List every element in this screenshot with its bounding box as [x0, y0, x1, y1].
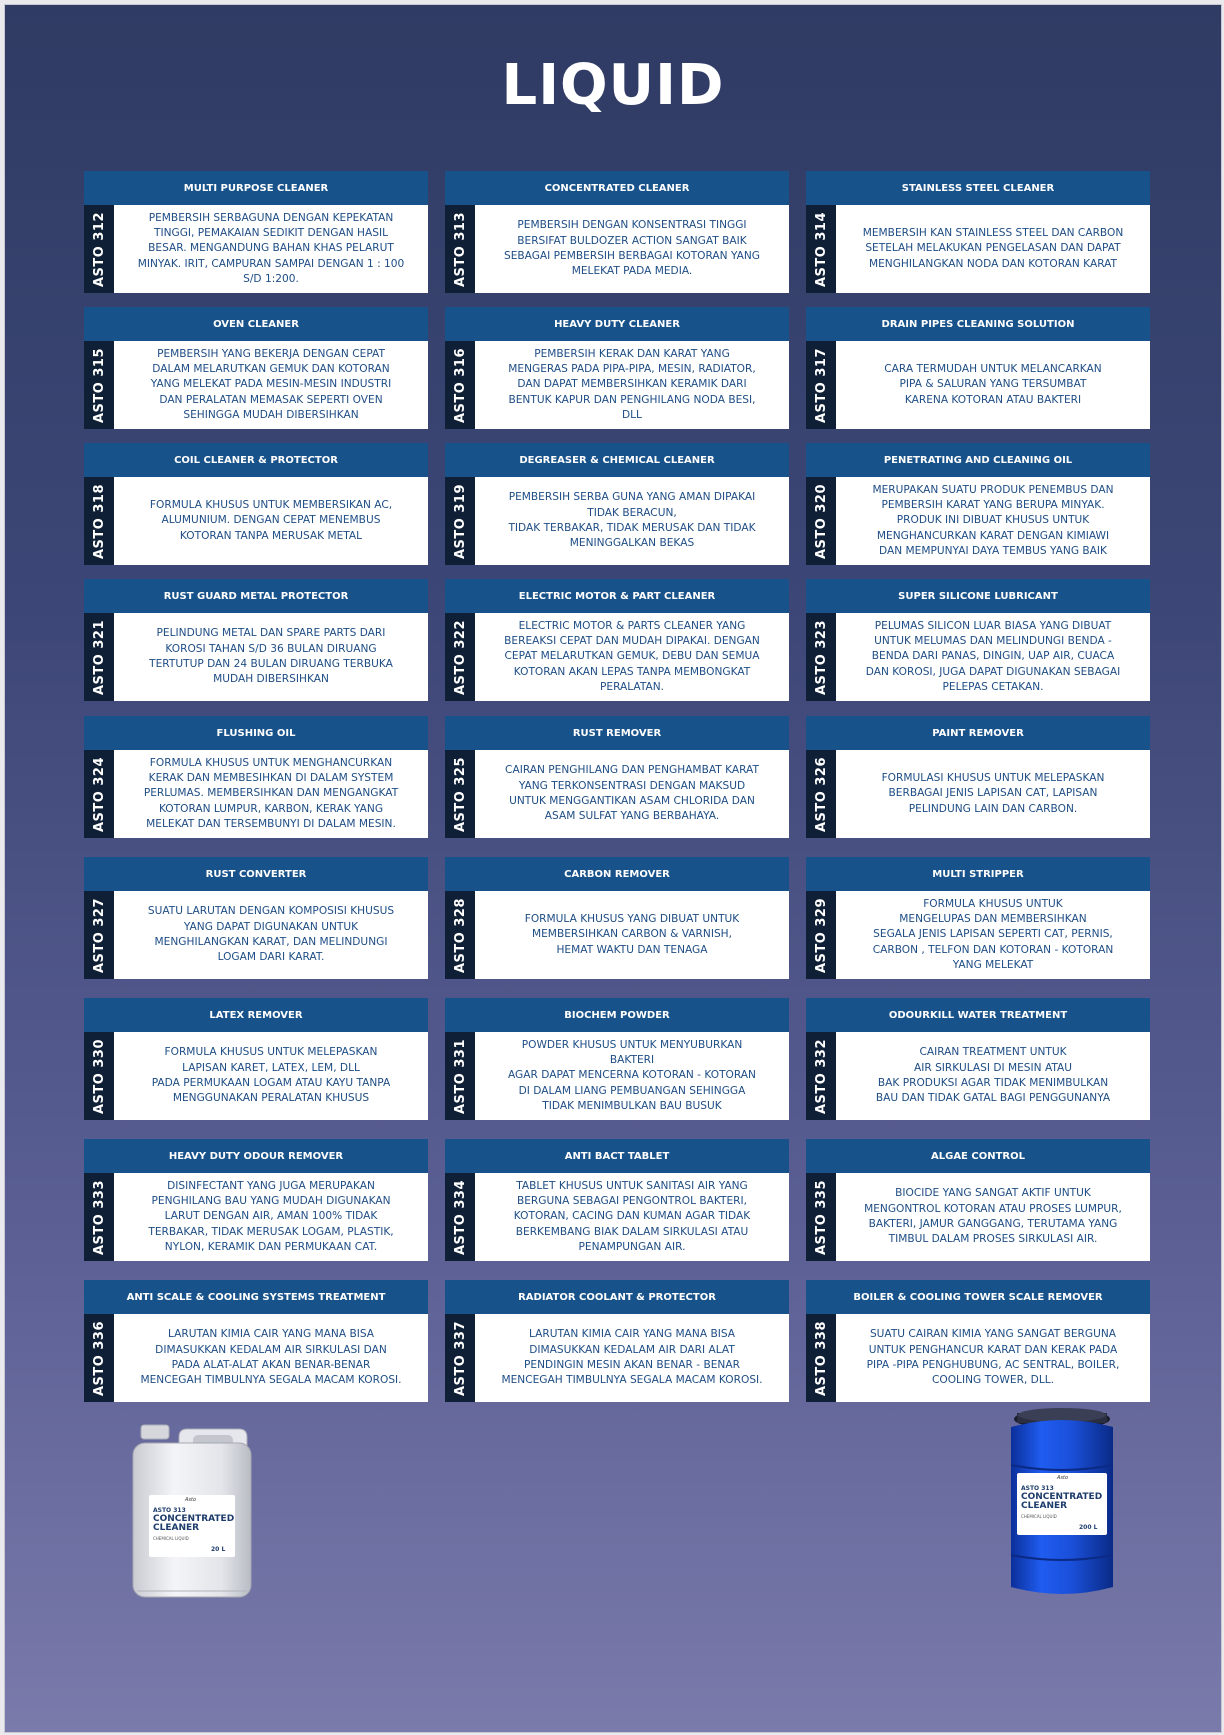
product-code-strip	[445, 1032, 475, 1120]
product-name: OVEN CLEANER	[84, 307, 428, 341]
product-name: ALGAE CONTROL	[806, 1139, 1150, 1173]
product-card	[84, 579, 428, 701]
product-name: RUST CONVERTER	[84, 857, 428, 891]
product-code: ASTO 331	[452, 1038, 468, 1114]
product-code-strip	[445, 750, 475, 838]
product-card	[806, 1139, 1150, 1261]
product-card	[445, 171, 789, 293]
product-name: SUPER SILICONE LUBRICANT	[806, 579, 1150, 613]
product-card	[806, 716, 1150, 838]
product-code-strip	[84, 477, 114, 565]
product-code: ASTO 320	[813, 483, 829, 559]
product-code-strip	[806, 205, 836, 293]
product-code-strip	[445, 477, 475, 565]
product-code: ASTO 329	[813, 897, 829, 973]
jerrycan-volume: 20 L	[211, 1546, 226, 1553]
product-name: CARBON REMOVER	[445, 857, 789, 891]
product-code-strip	[806, 477, 836, 565]
product-card	[806, 307, 1150, 429]
product-card	[445, 857, 789, 979]
product-code: ASTO 317	[813, 347, 829, 423]
product-card	[84, 1280, 428, 1402]
product-description: DISINFECTANT YANG JUGA MERUPAKAN PENGHILANG BAU YANG MUDAH DIGUNAKAN LARUT DENGAN AIR, AMAN 100% TIDAK TERBAKAR, TIDAK MERUSAK LOGAM, PLASTIK, NYLON, KERAMIK DAN PERMUKAAN CAT.	[114, 1173, 428, 1261]
product-name: LATEX REMOVER	[84, 998, 428, 1032]
jerrycan-code: ASTO 313	[153, 1507, 186, 1514]
product-card	[84, 171, 428, 293]
product-name: HEAVY DUTY ODOUR REMOVER	[84, 1139, 428, 1173]
product-name: MULTI PURPOSE CLEANER	[84, 171, 428, 205]
product-name: RUST GUARD METAL PROTECTOR	[84, 579, 428, 613]
product-name: COIL CLEANER & PROTECTOR	[84, 443, 428, 477]
product-description: TABLET KHUSUS UNTUK SANITASI AIR YANG BERGUNA SEBAGAI PENGONTROL BAKTERI, KOTORAN, CACING DAN KUMAN AGAR TIDAK BERKEMBANG BIAK DALAM SIRKULASI ATAU PENAMPUNGAN AIR.	[475, 1173, 789, 1261]
product-description: FORMULA KHUSUS UNTUK MENGHANCURKAN KERAK DAN MEMBESIHKAN DI DALAM SYSTEM PERLUMAS. MEMBERSIHKAN DAN MENGANGKAT KOTORAN LUMPUR, KARBON, KERAK YANG MELEKAT DAN TERSEMBUNYI DI DALAM MESIN.	[114, 750, 428, 838]
product-description: FORMULA KHUSUS UNTUK MEMBERSIKAN AC, ALUMUNIUM. DENGAN CEPAT MENEMBUS KOTORAN TANPA MERUSAK METAL	[114, 477, 428, 565]
product-description: ELECTRIC MOTOR & PARTS CLEANER YANG BEREAKSI CEPAT DAN MUDAH DIPAKAI. DENGAN CEPAT MELARUTKAN GEMUK, DEBU DAN SEMUA KOTORAN AKAN LEPAS TANPA MEMBONGKAT PERALATAN.	[475, 613, 789, 701]
product-code: ASTO 324	[91, 756, 107, 832]
product-code: ASTO 333	[91, 1179, 107, 1255]
product-code: ASTO 315	[91, 347, 107, 423]
product-description: FORMULA KHUSUS UNTUK MELEPASKAN LAPISAN KARET, LATEX, LEM, DLL PADA PERMUKAAN LOGAM ATAU KAYU TANPA MENGGUNAKAN PERALATAN KHUSUS	[114, 1032, 428, 1120]
product-code: ASTO 322	[452, 619, 468, 695]
product-card	[445, 716, 789, 838]
product-code: ASTO 314	[813, 211, 829, 287]
product-description: LARUTAN KIMIA CAIR YANG MANA BISA DIMASUKKAN KEDALAM AIR DARI ALAT PENDINGIN MESIN AKAN BENAR - BENAR MENCEGAH TIMBULNYA SEGALA MACAM KOROSI.	[475, 1314, 789, 1402]
product-card	[84, 307, 428, 429]
product-description: PEMBERSIH KERAK DAN KARAT YANG MENGERAS PADA PIPA-PIPA, MESIN, RADIATOR, DAN DAPAT MEMBERSIHKAN KERAMIK DARI BENTUK KAPUR DAN PENGHILANG NODA BESI, DLL	[475, 341, 789, 429]
product-description: FORMULA KHUSUS UNTUK MENGELUPAS DAN MEMBERSIHKAN SEGALA JENIS LAPISAN SEPERTI CAT, PERNIS, CARBON , TELFON DAN KOTORAN - KOTORAN YANG MELEKAT	[836, 891, 1150, 979]
product-description: SUATU LARUTAN DENGAN KOMPOSISI KHUSUS YANG DAPAT DIGUNAKAN UNTUK MENGHILANGKAN KARAT, DAN MELINDUNGI LOGAM DARI KARAT.	[114, 891, 428, 979]
jerrycan-image	[127, 1423, 257, 1601]
product-code: ASTO 319	[452, 483, 468, 559]
product-card	[445, 307, 789, 429]
product-name: ELECTRIC MOTOR & PART CLEANER	[445, 579, 789, 613]
jerrycan-brand: Asto	[185, 1497, 197, 1503]
product-description: PEMBERSIH SERBAGUNA DENGAN KEPEKATAN TINGGI, PEMAKAIAN SEDIKIT DENGAN HASIL BESAR. MENGANDUNG BAHAN KHAS PELARUT MINYAK. IRIT, CAMPURAN SAMPAI DENGAN 1 : 100 S/D 1:200.	[114, 205, 428, 293]
product-name: CONCENTRATED CLEANER	[445, 171, 789, 205]
product-code-strip	[84, 1314, 114, 1402]
product-card	[806, 443, 1150, 565]
product-card	[84, 857, 428, 979]
product-code: ASTO 328	[452, 897, 468, 973]
product-name: RUST REMOVER	[445, 716, 789, 750]
product-code-strip	[445, 341, 475, 429]
product-code-strip	[84, 750, 114, 838]
drum-volume: 200 L	[1079, 1524, 1098, 1531]
page-title: LIQUID	[501, 53, 725, 118]
product-code-strip	[84, 1032, 114, 1120]
jerrycan-subtitle: CHEMICAL LIQUID	[153, 1536, 189, 1541]
product-code-strip	[445, 613, 475, 701]
product-code-strip	[806, 750, 836, 838]
product-card	[445, 1280, 789, 1402]
product-code: ASTO 336	[91, 1320, 107, 1396]
product-name: HEAVY DUTY CLEANER	[445, 307, 789, 341]
product-code: ASTO 316	[452, 347, 468, 423]
product-code-strip	[445, 1173, 475, 1261]
jerrycan-label	[149, 1495, 235, 1557]
product-name: FLUSHING OIL	[84, 716, 428, 750]
product-card	[806, 579, 1150, 701]
product-name: PENETRATING AND CLEANING OIL	[806, 443, 1150, 477]
product-code: ASTO 335	[813, 1179, 829, 1255]
product-code-strip	[84, 891, 114, 979]
poster	[4, 4, 1222, 1733]
product-description: LARUTAN KIMIA CAIR YANG MANA BISA DIMASUKKAN KEDALAM AIR SIRKULASI DAN PADA ALAT-ALAT AKAN BENAR-BENAR MENCEGAH TIMBULNYA SEGALA MACAM KOROSI.	[114, 1314, 428, 1402]
drum-image	[1003, 1405, 1121, 1605]
product-name: ANTI BACT TABLET	[445, 1139, 789, 1173]
product-description: SUATU CAIRAN KIMIA YANG SANGAT BERGUNA UNTUK PENGHANCUR KARAT DAN KERAK PADA PIPA -PIPA PENGHUBUNG, AC SENTRAL, BOILER, COOLING TOWER, DLL.	[836, 1314, 1150, 1402]
product-card	[806, 171, 1150, 293]
product-code: ASTO 325	[452, 756, 468, 832]
product-name: ODOURKILL WATER TREATMENT	[806, 998, 1150, 1032]
product-code-strip	[445, 891, 475, 979]
product-code-strip	[806, 341, 836, 429]
product-description: FORMULASI KHUSUS UNTUK MELEPASKAN BERBAGAI JENIS LAPISAN CAT, LAPISAN PELINDUNG LAIN DAN CARBON.	[836, 750, 1150, 838]
product-card	[445, 1139, 789, 1261]
product-name: RADIATOR COOLANT & PROTECTOR	[445, 1280, 789, 1314]
product-card	[806, 1280, 1150, 1402]
drum-label	[1017, 1473, 1107, 1535]
product-name: ANTI SCALE & COOLING SYSTEMS TREATMENT	[84, 1280, 428, 1314]
product-code-strip	[806, 891, 836, 979]
product-code: ASTO 327	[91, 897, 107, 973]
product-code: ASTO 334	[452, 1179, 468, 1255]
product-description: MERUPAKAN SUATU PRODUK PENEMBUS DAN PEMBERSIH KARAT YANG BERUPA MINYAK. PRODUK INI DIBUAT KHUSUS UNTUK MENGHANCURKAN KARAT DENGAN KIMIAWI DAN MEMPUNYAI DAYA TEMBUS YANG BAIK	[836, 477, 1150, 565]
product-code: ASTO 326	[813, 756, 829, 832]
product-name: BIOCHEM POWDER	[445, 998, 789, 1032]
product-description: CAIRAN TREATMENT UNTUK AIR SIRKULASI DI MESIN ATAU BAK PRODUKSI AGAR TIDAK MENIMBULKAN BAU DAN TIDAK GATAL BAGI PENGGUNANYA	[836, 1032, 1150, 1120]
product-card	[445, 998, 789, 1120]
drum-subtitle: CHEMICAL LIQUID	[1021, 1514, 1057, 1519]
product-card	[84, 443, 428, 565]
jerrycan-product-name: CONCENTRATED CLEANER	[153, 1514, 235, 1533]
product-name: STAINLESS STEEL CLEANER	[806, 171, 1150, 205]
product-description: PELUMAS SILICON LUAR BIASA YANG DIBUAT UNTUK MELUMAS DAN MELINDUNGI BENDA - BENDA DARI PANAS, DINGIN, UAP AIR, CUACA DAN KOROSI, JUGA DAPAT DIGUNAKAN SEBAGAI PELEPAS CETAKAN.	[836, 613, 1150, 701]
product-card	[84, 716, 428, 838]
product-code-strip	[84, 341, 114, 429]
product-card	[806, 857, 1150, 979]
product-description: POWDER KHUSUS UNTUK MENYUBURKAN BAKTERI AGAR DAPAT MENCERNA KOTORAN - KOTORAN DI DALAM LIANG PEMBUANGAN SEHINGGA TIDAK MENIMBULKAN BAU BUSUK	[475, 1032, 789, 1120]
product-description: PEMBERSIH YANG BEKERJA DENGAN CEPAT DALAM MELARUTKAN GEMUK DAN KOTORAN YANG MELEKAT PADA MESIN-MESIN INDUSTRI DAN PERALATAN MEMASAK SEPERTI OVEN SEHINGGA MUDAH DIBERSIHKAN	[114, 341, 428, 429]
product-code-strip	[806, 1173, 836, 1261]
product-code: ASTO 330	[91, 1038, 107, 1114]
product-code: ASTO 332	[813, 1038, 829, 1114]
product-description: MEMBERSIH KAN STAINLESS STEEL DAN CARBON SETELAH MELAKUKAN PENGELASAN DAN DAPAT MENGHILANGKAN NODA DAN KOTORAN KARAT	[836, 205, 1150, 293]
product-code: ASTO 312	[91, 211, 107, 287]
product-code-strip	[84, 613, 114, 701]
product-description: FORMULA KHUSUS YANG DIBUAT UNTUK MEMBERSIHKAN CARBON & VARNISH, HEMAT WAKTU DAN TENAGA	[475, 891, 789, 979]
product-card	[84, 1139, 428, 1261]
product-description: PEMBERSIH DENGAN KONSENTRASI TINGGI BERSIFAT BULDOZER ACTION SANGAT BAIK SEBAGAI PEMBERSIH BERBAGAI KOTORAN YANG MELEKAT PADA MEDIA.	[475, 205, 789, 293]
product-description: CARA TERMUDAH UNTUK MELANCARKAN PIPA & SALURAN YANG TERSUMBAT KARENA KOTORAN ATAU BAKTERI	[836, 341, 1150, 429]
product-card	[445, 443, 789, 565]
product-code: ASTO 313	[452, 211, 468, 287]
product-code: ASTO 318	[91, 483, 107, 559]
product-code: ASTO 323	[813, 619, 829, 695]
product-description: CAIRAN PENGHILANG DAN PENGHAMBAT KARAT YANG TERKONSENTRASI DENGAN MAKSUD UNTUK MENGGANTIKAN ASAM CHLORIDA DAN ASAM SULFAT YANG BERBAHAYA.	[475, 750, 789, 838]
product-name: PAINT REMOVER	[806, 716, 1150, 750]
product-code-strip	[445, 1314, 475, 1402]
product-code: ASTO 338	[813, 1320, 829, 1396]
drum-brand: Asto	[1057, 1475, 1069, 1481]
product-name: BOILER & COOLING TOWER SCALE REMOVER	[806, 1280, 1150, 1314]
product-code-strip	[806, 1314, 836, 1402]
product-description: PEMBERSIH SERBA GUNA YANG AMAN DIPAKAI TIDAK BERACUN, TIDAK TERBAKAR, TIDAK MERUSAK DAN TIDAK MENINGGALKAN BEKAS	[475, 477, 789, 565]
drum-code: ASTO 313	[1021, 1485, 1054, 1492]
product-description: BIOCIDE YANG SANGAT AKTIF UNTUK MENGONTROL KOTORAN ATAU PROSES LUMPUR, BAKTERI, JAMUR GANGGANG, TERUTAMA YANG TIMBUL DALAM PROSES SIRKULASI AIR.	[836, 1173, 1150, 1261]
drum-product-name: CONCENTRATED CLEANER	[1021, 1492, 1103, 1511]
product-code-strip	[84, 205, 114, 293]
product-description: PELINDUNG METAL DAN SPARE PARTS DARI KOROSI TAHAN S/D 36 BULAN DIRUANG TERTUTUP DAN 24 BULAN DIRUANG TERBUKA MUDAH DIBERSIHKAN	[114, 613, 428, 701]
product-code-strip	[806, 1032, 836, 1120]
product-code-strip	[445, 205, 475, 293]
product-code-strip	[806, 613, 836, 701]
product-code-strip	[84, 1173, 114, 1261]
product-card	[84, 998, 428, 1120]
product-name: DRAIN PIPES CLEANING SOLUTION	[806, 307, 1150, 341]
product-card	[806, 998, 1150, 1120]
product-name: DEGREASER & CHEMICAL CLEANER	[445, 443, 789, 477]
product-code: ASTO 337	[452, 1320, 468, 1396]
product-code: ASTO 321	[91, 619, 107, 695]
product-card	[445, 579, 789, 701]
product-name: MULTI STRIPPER	[806, 857, 1150, 891]
